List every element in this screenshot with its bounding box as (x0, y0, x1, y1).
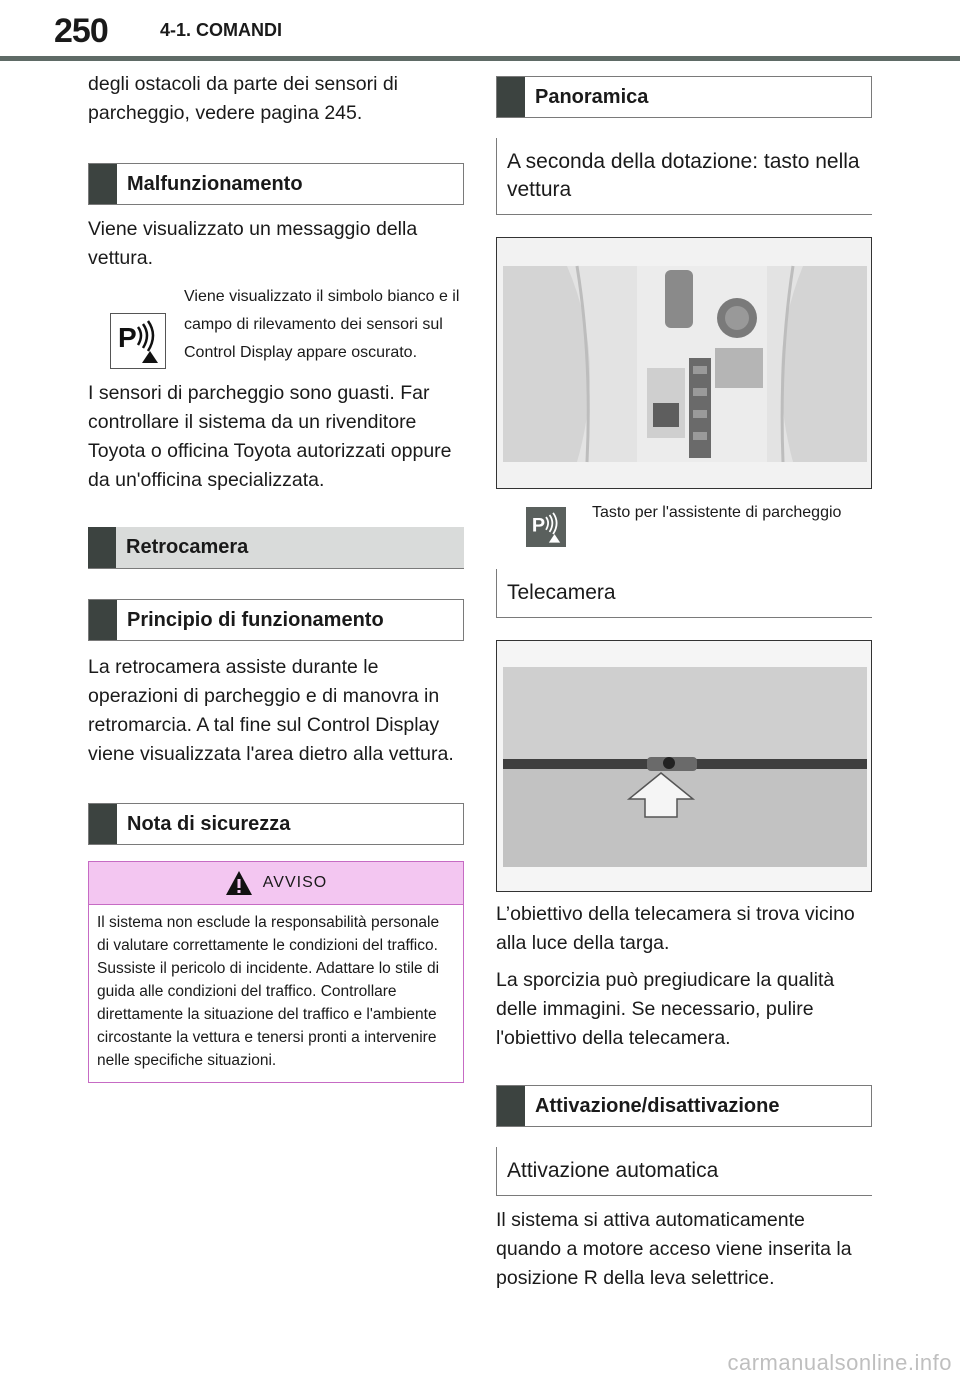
warning-text: Il sistema non esclude la responsabilità personale di valutare correttamente le condizioni del traffico. Sussiste il pericolo di incidente. Adattare lo stile di guida alle condizioni del traffico. Controllare direttamente la situazione del traffico e l'ambiente circostante la vettura e tenersi pronti a intervenire nelle specifiche situazioni. (97, 914, 440, 1069)
chapter-title: 4-1. COMANDI (160, 20, 283, 40)
parking-sensor-icon (110, 313, 166, 369)
subsection-button: A seconda della dotazione: tasto nella vettura (496, 138, 872, 215)
icon-caption-row (88, 283, 464, 369)
section-malfunction (88, 163, 464, 205)
left-column (88, 62, 464, 1083)
parking-sensor-icon (526, 507, 566, 547)
principle-text: La retrocamera assiste durante le operazioni di parcheggio e di manovra in retromarcia. A tal fine sul Control Display viene visualizzata l'area dietro alla vettura. (88, 656, 454, 765)
section-activation (496, 1085, 872, 1127)
button-caption: Tasto per l'assistente di parcheggio (592, 504, 842, 521)
section-title: Attivazione/disattivazione (535, 1094, 780, 1117)
section-bar (89, 164, 117, 204)
camera-text-2: La sporcizia può pregiudicare la qualità delle immagini. Se necessario, pulire l'obiettivo della telecamera. (496, 969, 835, 1049)
intro-text: degli ostacoli da parte dei sensori di parcheggio, vedere pagina 245. (88, 73, 399, 124)
section-bar (89, 600, 117, 640)
section-bar (88, 527, 116, 568)
warning-triangle-icon (225, 870, 253, 896)
auto-text: Il sistema si attiva automaticamente quando a motore acceso viene inserita la posizione R della leva selettrice. (496, 1209, 852, 1289)
section-title: Malfunzionamento (127, 172, 303, 195)
icon-caption: Viene visualizzato il simbolo bianco e il campo di rilevamento dei sensori sul Control Display appare oscurato. (184, 288, 460, 361)
warning-title: AVVISO (262, 874, 328, 891)
section-rear-camera (88, 527, 464, 569)
section-title: Principio di funzionamento (127, 608, 384, 631)
section-safety (88, 803, 464, 845)
button-caption-row (496, 499, 872, 547)
icon-cell (88, 283, 184, 369)
watermark-url: carmanualsonline.info (727, 1350, 952, 1375)
section-bar (89, 804, 117, 844)
section-principle (88, 599, 464, 641)
header-rule (0, 56, 960, 61)
svg-text:P: P (531, 514, 546, 537)
section-title: Nota di sicurezza (127, 812, 291, 835)
section-bar (497, 1086, 525, 1126)
warning-box (88, 861, 464, 1083)
section-title: Retrocamera (126, 536, 249, 558)
camera-photo (496, 640, 872, 892)
svg-text:P: P (118, 322, 137, 353)
subsection-auto: Attivazione automatica (496, 1147, 872, 1196)
subsection-camera: Telecamera (496, 569, 872, 618)
icon-cell (496, 499, 592, 547)
section-overview (496, 76, 872, 118)
console-photo (496, 237, 872, 489)
section-title: Panoramica (535, 85, 649, 108)
page-header (0, 0, 960, 62)
malfunction-text-2: I sensori di parcheggio sono guasti. Far controllare il sistema da un rivenditore Toyota o officina Toyota autorizzati oppure da un'officina specializzata. (88, 382, 452, 491)
malfunction-text: Viene visualizzato un messaggio della vettura. (88, 218, 418, 269)
warning-header (89, 862, 463, 905)
section-bar (497, 77, 525, 117)
page-number: 250 (54, 12, 108, 50)
camera-text-1: L’obiettivo della telecamera si trova vicino alla luce della targa. (496, 903, 855, 954)
right-column (496, 62, 872, 1293)
